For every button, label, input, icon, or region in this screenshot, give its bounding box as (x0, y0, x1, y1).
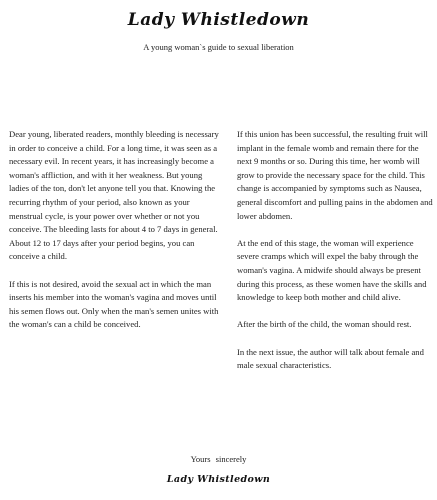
paragraph-menstrual-cycle: Dear young, liberated readers, monthly bleeding is necessary in order to conceive a child. For a long time, it was seen as a necessary evil. In recent years, it has increasingly become a woman's affliction, and with it her weakness. But young ladies of the ton, don't let anyone tell you that. Knowing the recurring rhythm of your period, also known as your menstrual cycle, is your power over whether or not you conceive. The bleeding lasts for about 4 to 7 days in general. About 12 to 17 days after your period begins, you can conceive a child. (9, 129, 219, 262)
paragraph-pregnancy: If this union has been successful, the resulting fruit will implant in the female womb and remain there for the next 9 months or so. During this time, her womb will grow to provide the necessary space for the child. This change is accompanied by symptoms such as Nausea, general discomfort and pulling pains in the abdomen and lower abdomen. (237, 129, 433, 221)
subtitle: A young woman`s guide to sexual liberation (143, 42, 294, 52)
paragraph-birth: At the end of this stage, the woman will experience severe cramps which will expel the baby through the woman's vagina. A midwife should always be present during this process, as these women have the skills and knowledge to keep both mother and child alive. (237, 237, 427, 303)
masthead-title: Lady Whistledown (127, 10, 310, 30)
paragraph-next-issue: In the next issue, the author will talk about female and male sexual characteristics. (237, 346, 424, 371)
right-column (237, 128, 433, 386)
signature: Lady Whistledown (166, 474, 271, 485)
closing-salutation: Yours sincerely (190, 454, 247, 464)
left-column (9, 128, 221, 346)
paragraph-rest: After the birth of the child, the woman should rest. (237, 319, 412, 330)
paragraph-conception: If this is not desired, avoid the sexual act in which the man inserts his member into the woman's vagina and moves until his semen flows out. Only when the man's semen unites with the woman's can a child be conceived. (9, 278, 219, 330)
